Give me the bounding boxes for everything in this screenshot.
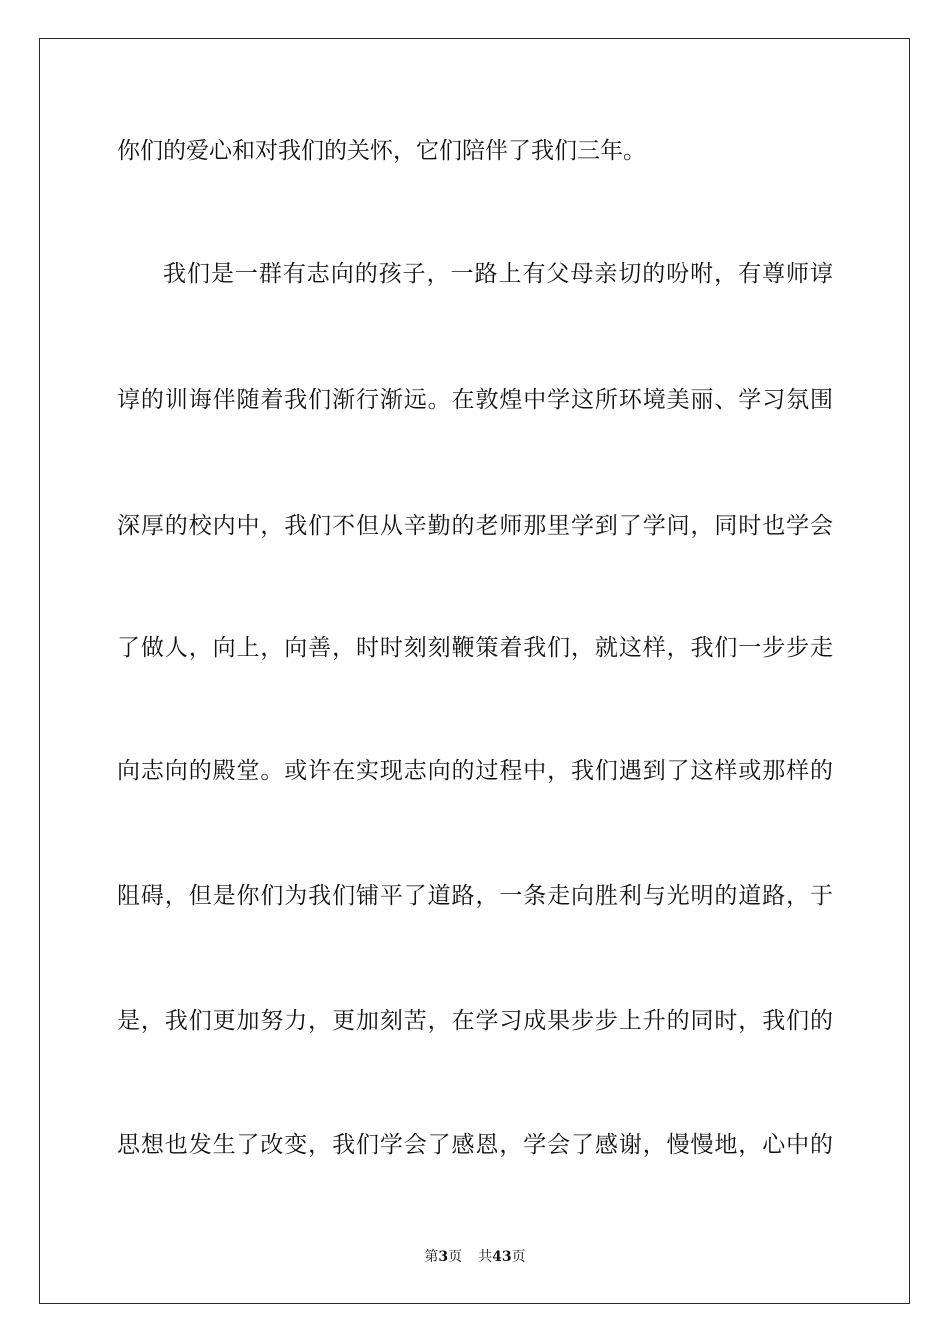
page-number: 3 [438, 1249, 449, 1265]
text-line-9: 思想也发生了改变，我们学会了感恩，学会了感谢，慢慢地，心中的 [117, 1132, 833, 1158]
text-line-5: 了做人，向上，向善，时时刻刻鞭策着我们，就这样，我们一步步走 [117, 635, 833, 661]
page-label-suffix: 页 [448, 1249, 463, 1265]
page-label-prefix: 第 [424, 1249, 439, 1265]
total-label-suffix: 页 [511, 1249, 526, 1265]
page-footer [0, 1248, 950, 1266]
text-line-2: 我们是一群有志向的孩子，一路上有父母亲切的吩咐，有尊师谆 [163, 261, 833, 287]
total-label-prefix: 共 [478, 1249, 493, 1265]
text-line-4: 深厚的校内中，我们不但从辛勤的老师那里学到了学问，同时也学会 [117, 513, 833, 539]
text-line-3: 谆的训诲伴随着我们渐行渐远。在敦煌中学这所环境美丽、学习氛围 [117, 387, 833, 413]
text-line-1: 你们的爱心和对我们的关怀，它们陪伴了我们三年。 [117, 138, 646, 164]
page-border [39, 38, 910, 1304]
text-line-6: 向志向的殿堂。或许在实现志向的过程中，我们遇到了这样或那样的 [117, 758, 833, 784]
text-line-7: 阻碍，但是你们为我们铺平了道路，一条走向胜利与光明的道路，于 [117, 883, 833, 909]
text-line-8: 是，我们更加努力，更加刻苦，在学习成果步步上升的同时，我们的 [117, 1008, 833, 1034]
total-pages: 43 [492, 1249, 512, 1265]
